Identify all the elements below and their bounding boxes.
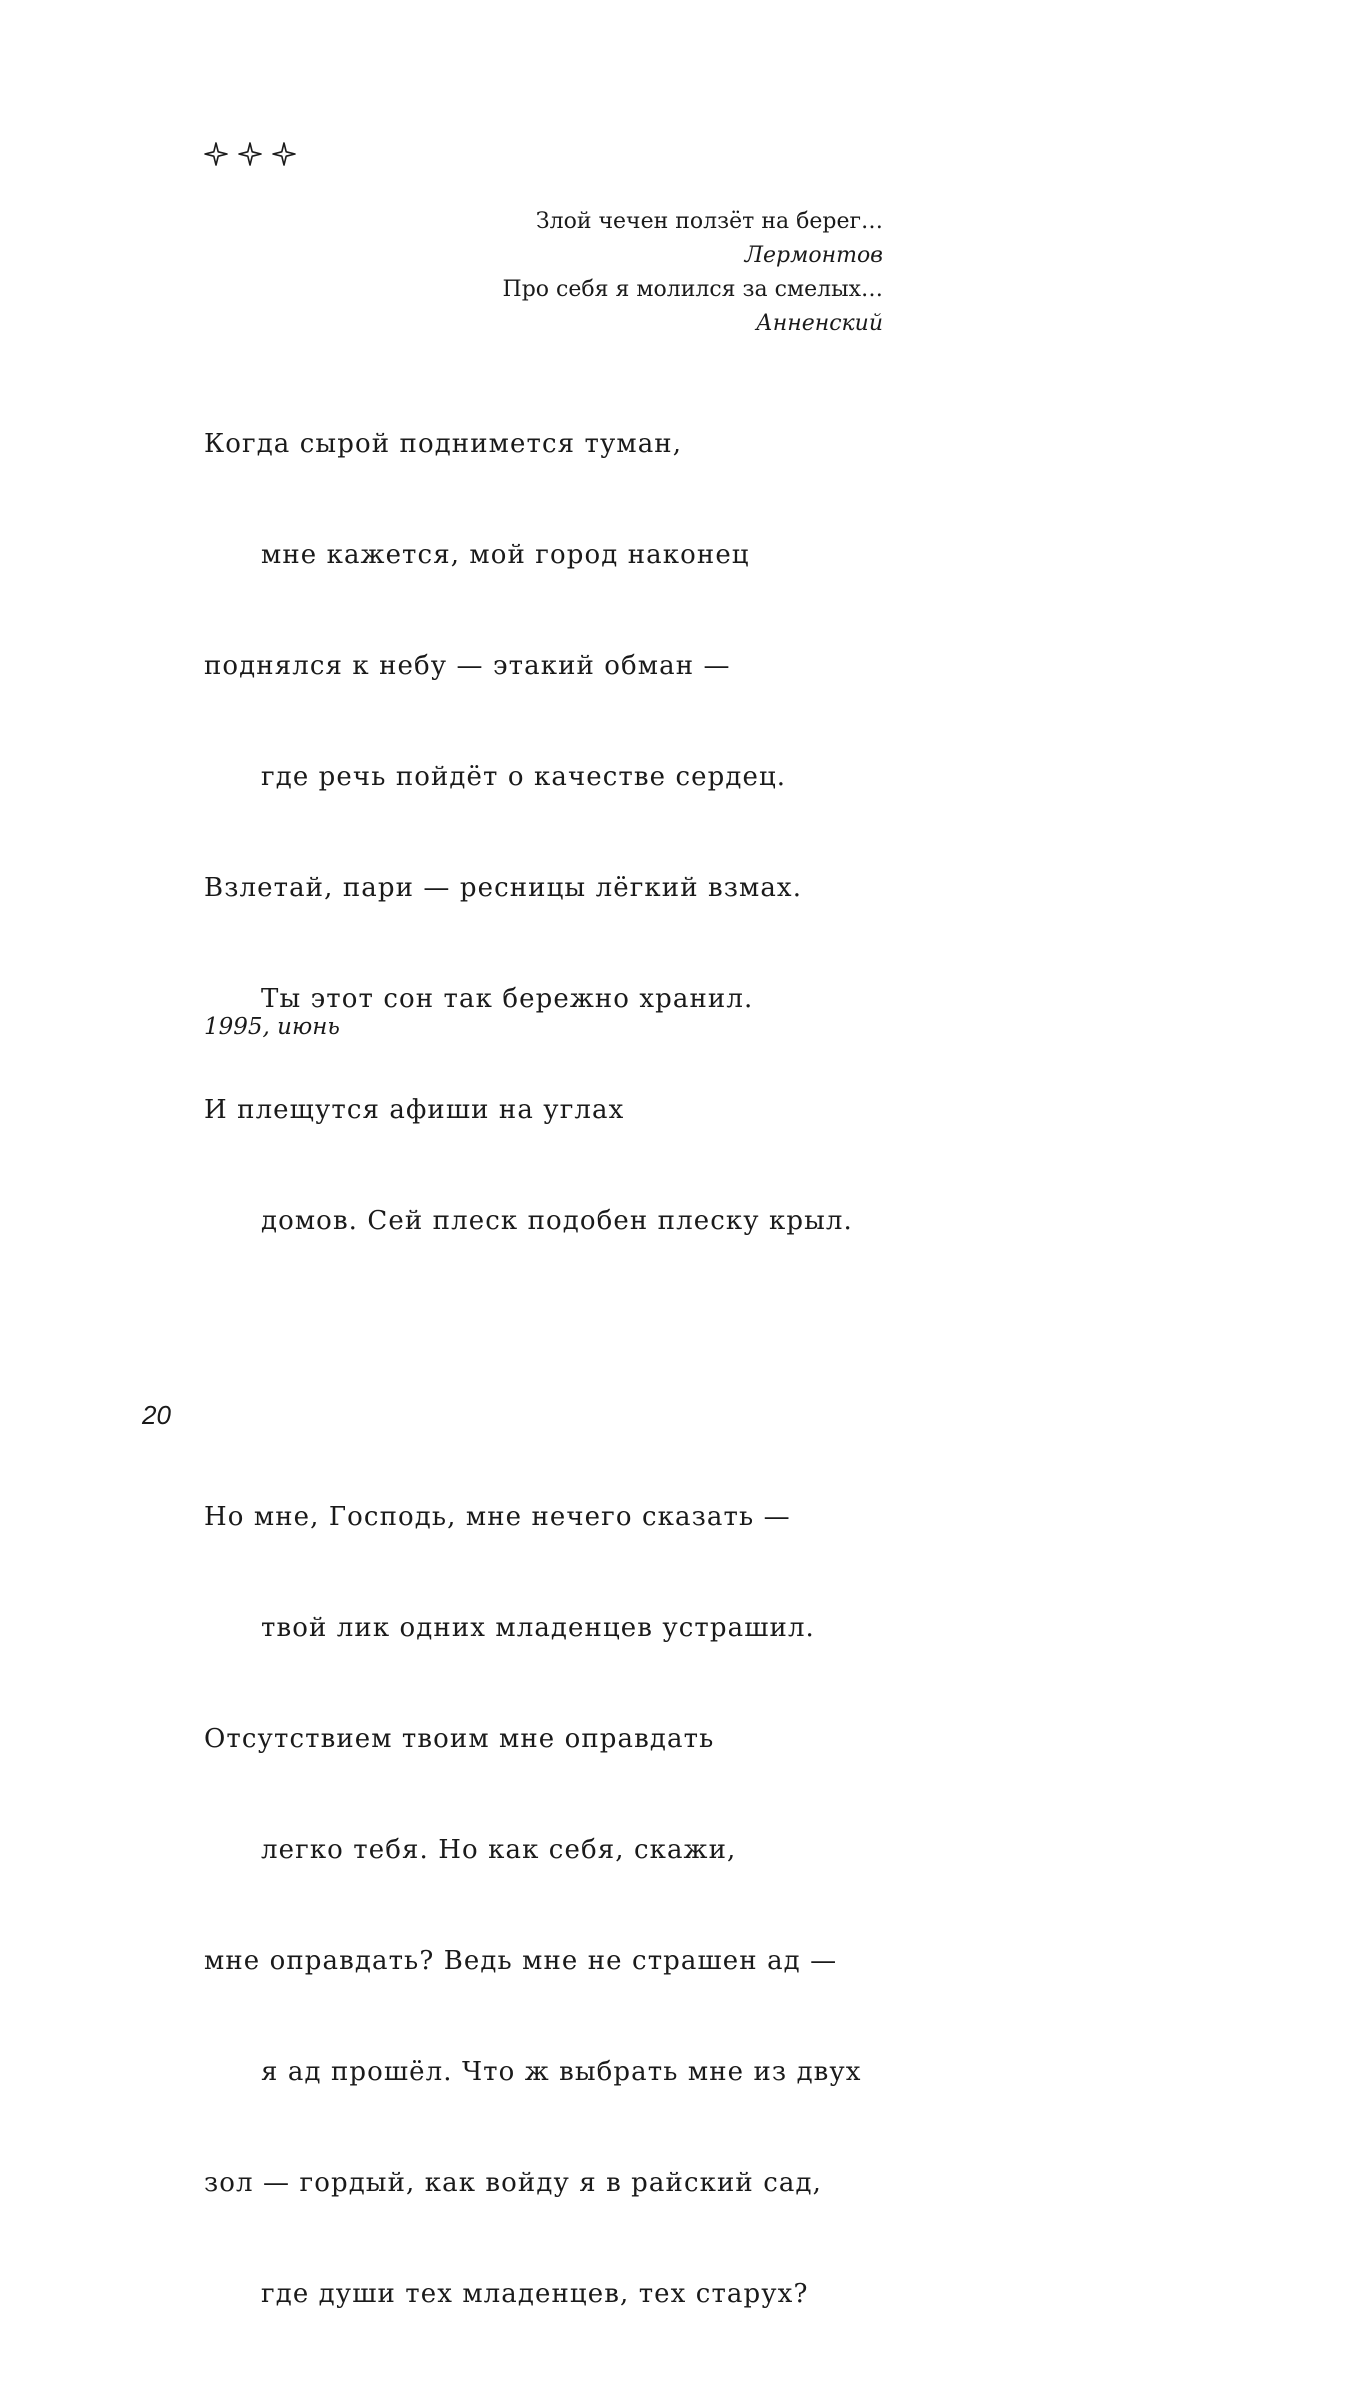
epigraph-quote: Про себя я молился за смелых… [502,277,883,302]
poem-line: Взлетай, пари — ресницы лёгкий взмах. [204,873,803,903]
poem-line: И плещутся афиши на углах [204,1095,625,1125]
poem-line: легко тебя. Но как себя, скажи, [261,1835,737,1865]
poem-line: зол — гордый, как войду я в райский сад, [204,2168,822,2198]
four-point-star-icon [238,142,262,166]
page-number: 20 [142,1400,171,1430]
poem-line: где души тех младенцев, тех старух? [261,2279,809,2309]
epigraph-author: Лермонтов [744,243,883,268]
poem-line: мне оправдать? Ведь мне не страшен ад — [204,1946,838,1976]
poem-line: Но мне, Господь, мне нечего сказать — [204,1502,791,1532]
epigraph-quote: Злой чечен ползёт на берег… [535,209,883,234]
poem-date: 1995, июнь [204,1014,340,1040]
four-point-star-icon [204,142,228,166]
section-separator [204,142,296,166]
epigraph-author: Анненский [756,311,883,336]
poem-line: домов. Сей плеск подобен плеску крыл. [261,1206,853,1236]
four-point-star-icon [272,142,296,166]
epigraph [420,205,883,341]
stanza-break [204,1351,924,1388]
poem-body [204,352,924,2387]
poem-line: твой лик одних младенцев устрашил. [261,1613,815,1643]
poem-line: Отсутствием твоим мне оправдать [204,1724,715,1754]
poem-line: где речь пойдёт о качестве сердец. [261,762,787,792]
poem-line: Ты этот сон так бережно хранил. [261,984,754,1014]
poem-line: мне кажется, мой город наконец [261,540,750,570]
poem-line: поднялся к небу — этакий обман — [204,651,731,681]
poem-line: я ад прошёл. Что ж выбрать мне из двух [261,2057,862,2087]
poem-line: Когда сырой поднимется туман, [204,429,683,459]
